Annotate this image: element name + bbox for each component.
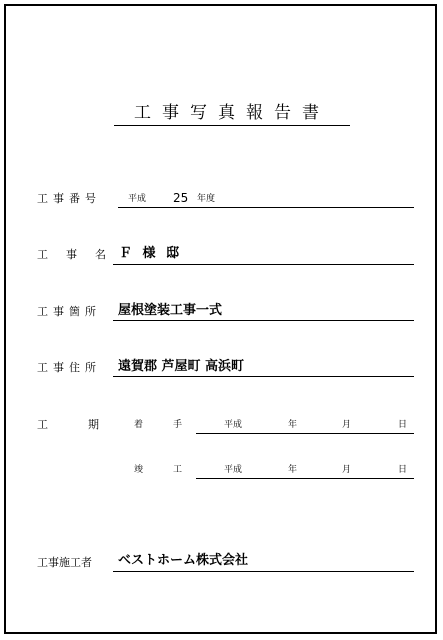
number-era: 平成 <box>128 194 147 204</box>
contractor-value: ベストホーム株式会社 <box>118 553 249 568</box>
period-start-label: 着手 <box>134 420 213 430</box>
location-underline <box>113 320 414 321</box>
field-label-location: 工事箇所 <box>37 305 101 318</box>
period-start-underline <box>196 433 414 434</box>
period-end-day: 日 <box>398 465 408 475</box>
contractor-underline <box>113 571 414 572</box>
address-underline <box>113 376 414 377</box>
name-underline <box>113 264 414 265</box>
name-value: Ｆ 様 邸 <box>119 246 183 261</box>
period-end-year: 年 <box>288 465 298 475</box>
field-label-period: 工期 <box>37 418 139 431</box>
field-label-contractor: 工事施工者 <box>37 556 92 569</box>
period-start-day: 日 <box>398 420 408 430</box>
address-value: 遠賀郡 芦屋町 高浜町 <box>118 359 245 374</box>
number-year: 25 <box>173 191 189 205</box>
period-start-year: 年 <box>288 420 298 430</box>
period-end-month: 月 <box>342 465 352 475</box>
number-underline <box>118 207 414 208</box>
field-label-number: 工事番号 <box>37 192 101 205</box>
field-label-name: 工事名 <box>37 248 124 261</box>
field-label-address: 工事住所 <box>37 361 101 374</box>
document-frame <box>4 4 437 634</box>
period-start-month: 月 <box>342 420 352 430</box>
period-end-era: 平成 <box>224 465 243 475</box>
period-end-label: 竣工 <box>134 465 213 475</box>
period-start-era: 平成 <box>224 420 243 430</box>
period-end-underline <box>196 478 414 479</box>
location-value: 屋根塗装工事一式 <box>118 303 223 318</box>
number-year-suffix: 年度 <box>197 194 216 204</box>
page-title: 工事写真報告書 <box>114 101 350 126</box>
